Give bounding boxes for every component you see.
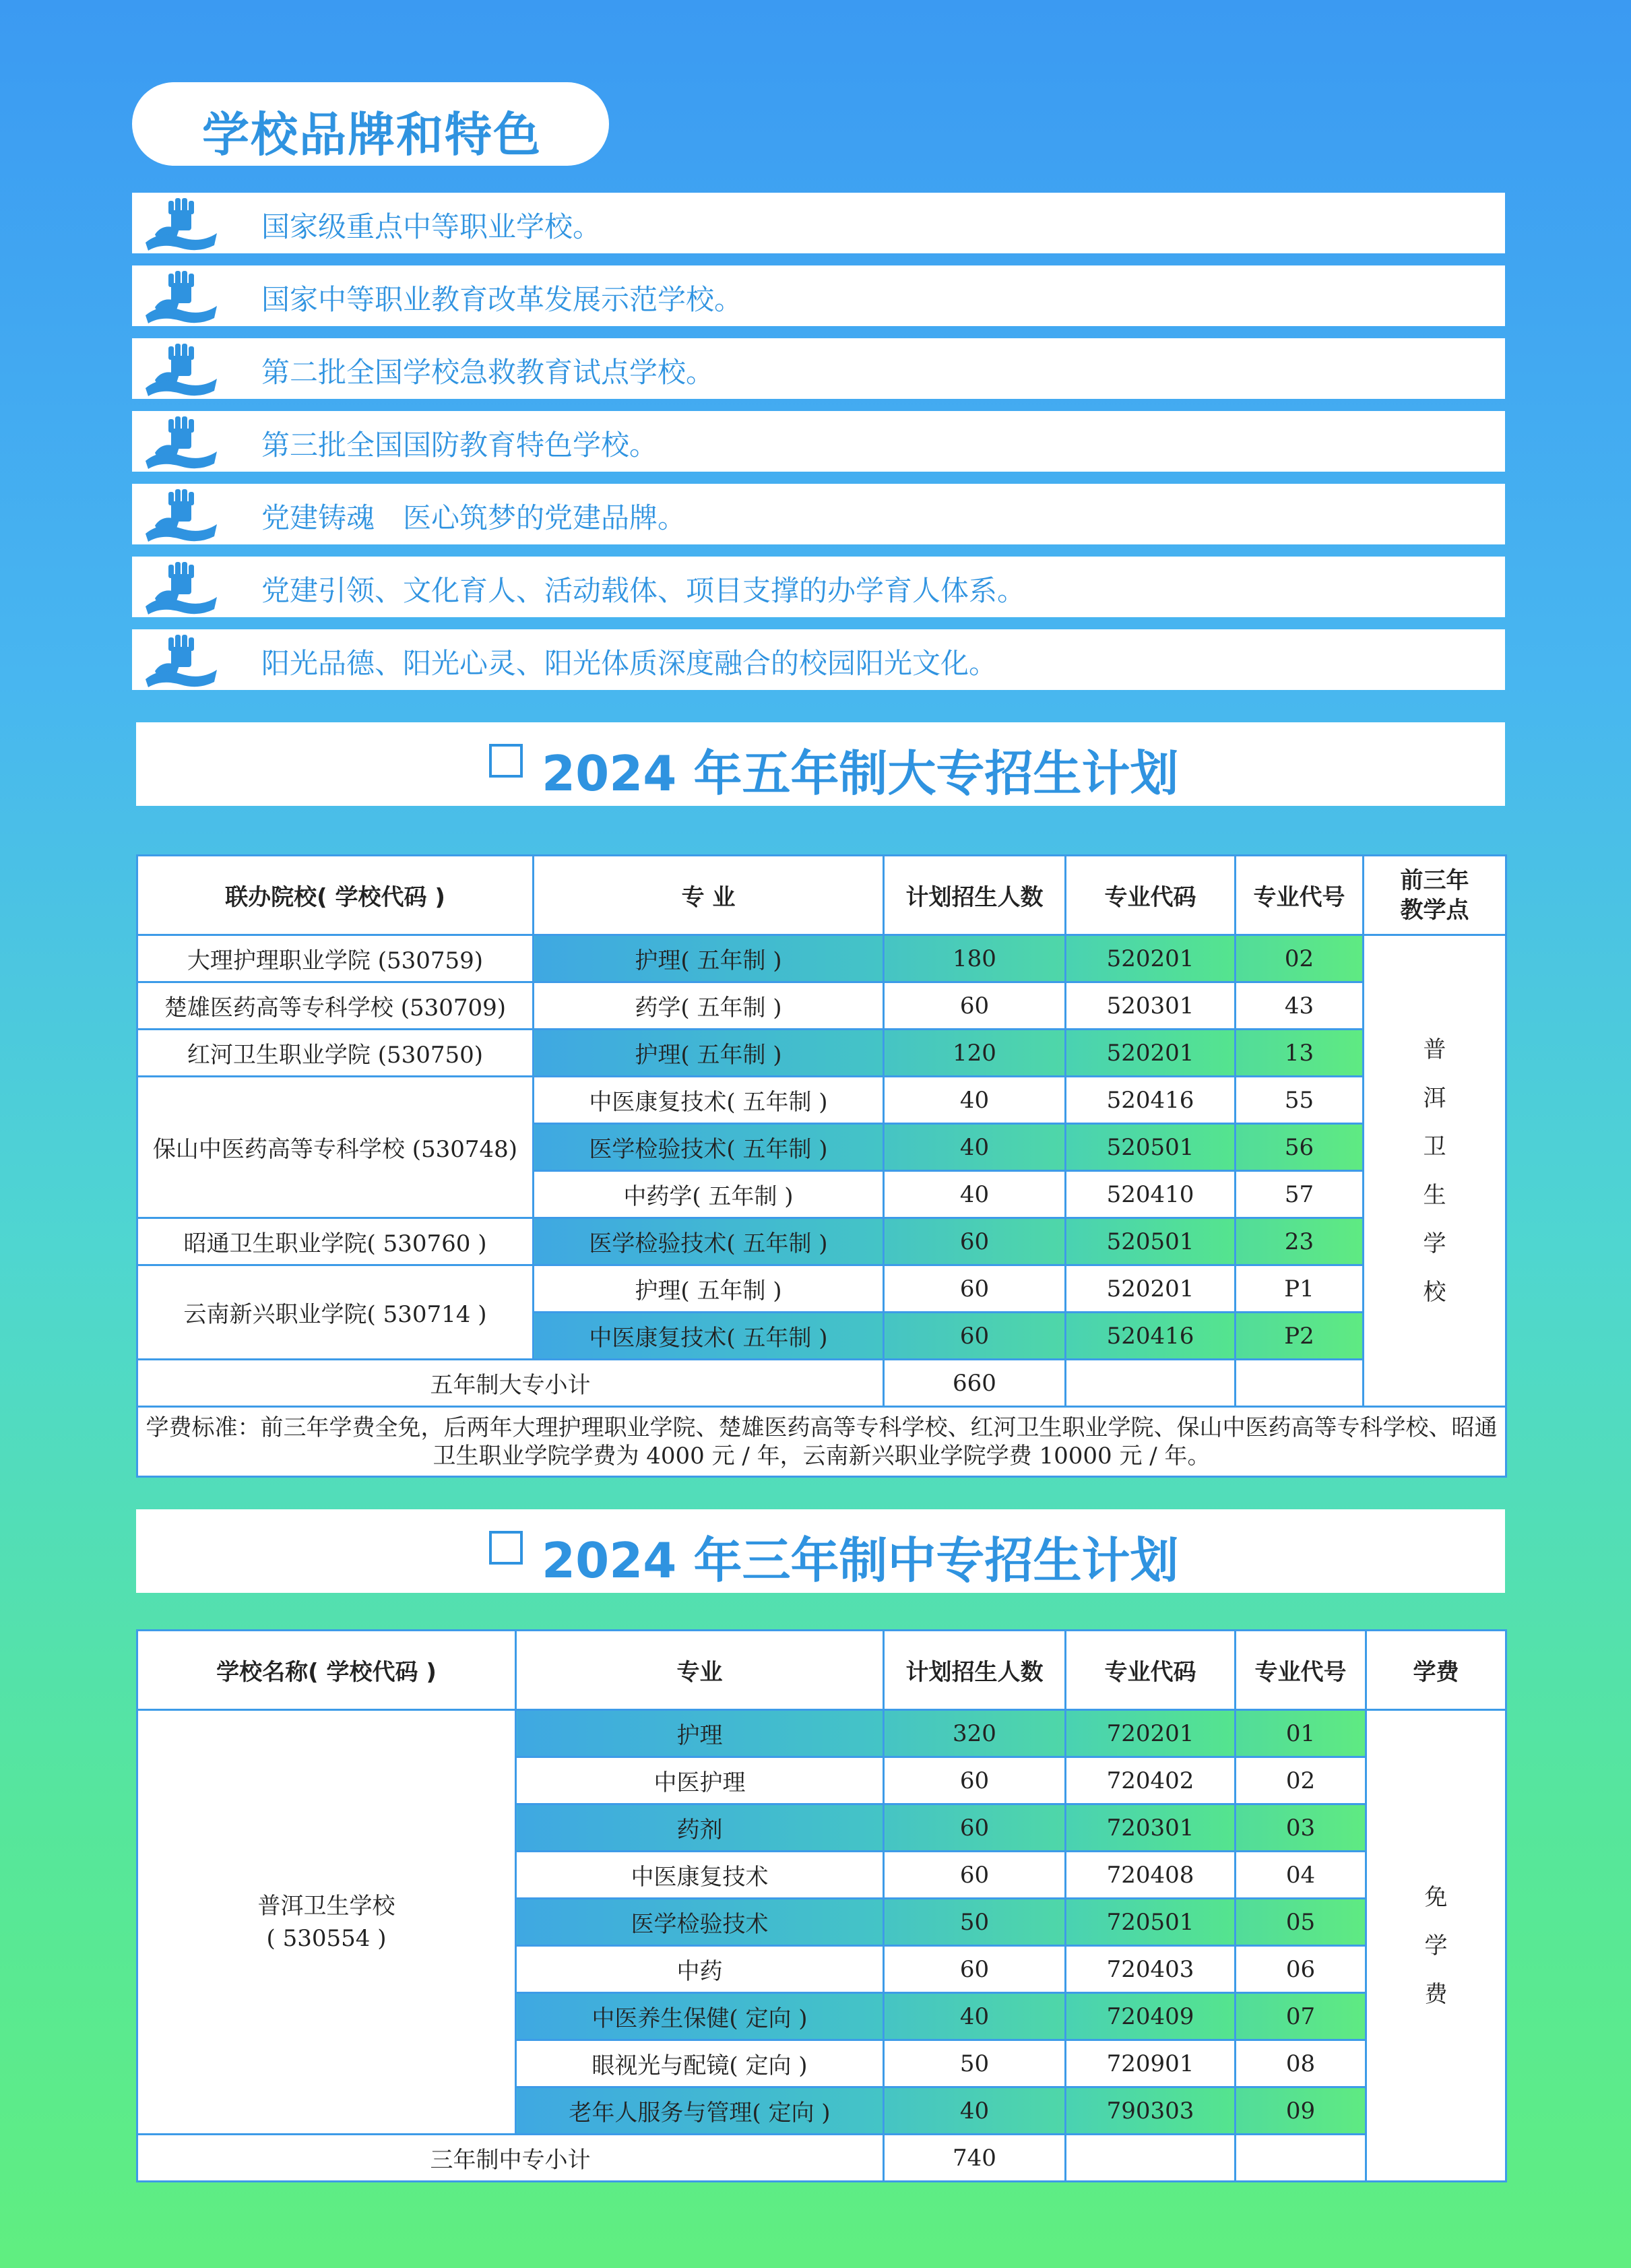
- plan-count-cell: 40: [884, 1171, 1066, 1218]
- fist-ribbon-icon: [140, 632, 221, 689]
- fee-note-row: [137, 1407, 1506, 1477]
- major-cell: 护理( 五年制 ): [534, 1265, 884, 1313]
- major-cell: 护理: [516, 1710, 884, 1757]
- header-school: 联办院校( 学校代码 ): [137, 856, 534, 935]
- major-code-cell: 720402: [1066, 1757, 1236, 1804]
- major-id-cell: 01: [1236, 1710, 1366, 1757]
- fist-ribbon-icon: [140, 559, 221, 616]
- major-id-cell: 55: [1236, 1077, 1364, 1124]
- school-cell: 昭通卫生职业学院( 530760 ): [137, 1218, 534, 1265]
- fee-char: 费: [1424, 1980, 1448, 2008]
- plan-count-cell: 180: [884, 935, 1066, 982]
- school-cell: 大理护理职业学院 (530759): [137, 935, 534, 982]
- school-code: ( 530554 ): [266, 1924, 387, 1952]
- major-code-cell: 720408: [1066, 1852, 1236, 1899]
- school-cell: 红河卫生职业学院 (530750): [137, 1030, 534, 1077]
- empty-cell: [1236, 1360, 1364, 1407]
- table-row: [137, 1265, 1506, 1313]
- subtotal-label: 五年制大专小计: [137, 1360, 884, 1407]
- plan-count-cell: 60: [884, 1946, 1066, 1993]
- header-major: 专业: [516, 1631, 884, 1710]
- fist-ribbon-icon: [140, 486, 221, 543]
- plan-count-cell: 40: [884, 2087, 1066, 2135]
- feature-item: [132, 265, 1505, 326]
- fee-cell: [1366, 1710, 1506, 2182]
- empty-cell: [1236, 2135, 1366, 2182]
- brand-heading: 学校品牌和特色: [202, 107, 542, 162]
- plan-count-cell: 320: [884, 1710, 1066, 1757]
- major-cell: 中医康复技术( 五年制 ): [534, 1313, 884, 1360]
- plan-count-cell: 60: [884, 1757, 1066, 1804]
- major-cell: 中医养生保健( 定向 ): [516, 1993, 884, 2040]
- major-code-cell: 520201: [1066, 1265, 1236, 1313]
- header-fee: 学费: [1366, 1631, 1506, 1710]
- major-id-cell: 07: [1236, 1993, 1366, 2040]
- major-code-cell: 720301: [1066, 1804, 1236, 1852]
- feature-text: 党建引领、文化育人、活动载体、项目支撑的办学育人体系。: [261, 574, 1026, 607]
- major-id-cell: P2: [1236, 1313, 1364, 1360]
- major-code-cell: 720403: [1066, 1946, 1236, 1993]
- feature-item: [132, 484, 1505, 544]
- five-year-plan-table: [136, 854, 1507, 1478]
- major-cell: 中医康复技术( 五年制 ): [534, 1077, 884, 1124]
- major-id-cell: 02: [1236, 1757, 1366, 1804]
- major-cell: 药剂: [516, 1804, 884, 1852]
- major-code-cell: 520501: [1066, 1218, 1236, 1265]
- header-location: 前三年 教学点: [1364, 856, 1506, 935]
- major-code-cell: 520416: [1066, 1077, 1236, 1124]
- table-row: [137, 1218, 1506, 1265]
- major-cell: 护理( 五年制 ): [534, 1030, 884, 1077]
- major-id-cell: 03: [1236, 1804, 1366, 1852]
- header-major: 专 业: [534, 856, 884, 935]
- major-code-cell: 720901: [1066, 2040, 1236, 2087]
- plan-count-cell: 60: [884, 1265, 1066, 1313]
- three-year-title-banner: [136, 1509, 1505, 1593]
- subtotal-row: [137, 1360, 1506, 1407]
- header-plan-count: 计划招生人数: [884, 856, 1066, 935]
- major-cell: 医学检验技术( 五年制 ): [534, 1124, 884, 1171]
- plan-count-cell: 120: [884, 1030, 1066, 1077]
- checkbox-square-icon: [489, 1531, 523, 1565]
- checkbox-square-icon: [489, 744, 523, 778]
- subtotal-value: 740: [884, 2135, 1066, 2182]
- plan-count-cell: 60: [884, 1218, 1066, 1265]
- fee-note: 学费标准：前三年学费全免，后两年大理护理职业学院、楚雄医药高等专科学校、红河卫生职业学院、保山中医药高等专科学校、昭通卫生职业学院学费为 4000 元 / 年，云南新兴职业学院学费 10000 元 / 年。: [137, 1407, 1506, 1477]
- table-header-row: [137, 1631, 1506, 1710]
- plan-count-cell: 40: [884, 1077, 1066, 1124]
- major-id-cell: 57: [1236, 1171, 1364, 1218]
- major-id-cell: 43: [1236, 982, 1364, 1030]
- three-year-plan-table: [136, 1629, 1507, 2182]
- subtotal-row: [137, 2135, 1506, 2182]
- plan-count-cell: 60: [884, 982, 1066, 1030]
- major-code-cell: 790303: [1066, 2087, 1236, 2135]
- major-cell: 老年人服务与管理( 定向 ): [516, 2087, 884, 2135]
- plan-count-cell: 50: [884, 1899, 1066, 1946]
- school-cell: 保山中医药高等专科学校 (530748): [137, 1077, 534, 1218]
- five-year-title-banner: [136, 722, 1505, 806]
- feature-text: 国家中等职业教育改革发展示范学校。: [261, 283, 743, 316]
- feature-item: [132, 557, 1505, 617]
- empty-cell: [1066, 2135, 1236, 2182]
- feature-item: [132, 629, 1505, 690]
- table-row: [137, 1030, 1506, 1077]
- major-cell: 医学检验技术: [516, 1899, 884, 1946]
- table-header-row: [137, 856, 1506, 935]
- school-name: 普洱卫生学校: [257, 1892, 395, 1920]
- three-year-title: 2024 年三年制中专招生计划: [542, 1532, 1179, 1589]
- subtotal-label: 三年制中专小计: [137, 2135, 884, 2182]
- major-cell: 中医康复技术: [516, 1852, 884, 1899]
- major-code-cell: 520201: [1066, 1030, 1236, 1077]
- header-school: 学校名称( 学校代码 ): [137, 1631, 516, 1710]
- location-char: 普: [1423, 1036, 1446, 1063]
- table-row: [137, 1710, 1506, 1757]
- header-plan-count: 计划招生人数: [884, 1631, 1066, 1710]
- plan-count-cell: 50: [884, 2040, 1066, 2087]
- header-major-code: 专业代码: [1066, 856, 1236, 935]
- major-code-cell: 720201: [1066, 1710, 1236, 1757]
- major-code-cell: 520416: [1066, 1313, 1236, 1360]
- plan-count-cell: 60: [884, 1313, 1066, 1360]
- table-row: [137, 935, 1506, 982]
- header-major-id: 专业代号: [1236, 1631, 1366, 1710]
- location-char: 学: [1423, 1230, 1446, 1257]
- feature-item: [132, 193, 1505, 253]
- major-id-cell: 02: [1236, 935, 1364, 982]
- school-cell: 楚雄医药高等专科学校 (530709): [137, 982, 534, 1030]
- major-id-cell: 04: [1236, 1852, 1366, 1899]
- plan-count-cell: 40: [884, 1993, 1066, 2040]
- feature-item: [132, 411, 1505, 472]
- major-code-cell: 520201: [1066, 935, 1236, 982]
- major-id-cell: 23: [1236, 1218, 1364, 1265]
- fist-ribbon-icon: [140, 268, 221, 325]
- table-row: [137, 1077, 1506, 1124]
- major-cell: 医学检验技术( 五年制 ): [534, 1218, 884, 1265]
- plan-count-cell: 60: [884, 1852, 1066, 1899]
- major-cell: 眼视光与配镜( 定向 ): [516, 2040, 884, 2087]
- major-cell: 中医护理: [516, 1757, 884, 1804]
- school-cell: [137, 1710, 516, 2135]
- major-code-cell: 520301: [1066, 982, 1236, 1030]
- brand-heading-pill: [132, 82, 609, 166]
- major-cell: 护理( 五年制 ): [534, 935, 884, 982]
- header-major-id: 专业代号: [1236, 856, 1364, 935]
- location-char: 生: [1423, 1181, 1446, 1209]
- location-char: 卫: [1423, 1133, 1446, 1160]
- major-cell: 中药: [516, 1946, 884, 1993]
- plan-count-cell: 40: [884, 1124, 1066, 1171]
- school-cell: 云南新兴职业学院( 530714 ): [137, 1265, 534, 1360]
- plan-count-cell: 60: [884, 1804, 1066, 1852]
- feature-text: 阳光品德、阳光心灵、阳光体质深度融合的校园阳光文化。: [261, 647, 998, 680]
- subtotal-value: 660: [884, 1360, 1066, 1407]
- fee-char: 免: [1424, 1883, 1448, 1911]
- header-major-code: 专业代码: [1066, 1631, 1236, 1710]
- feature-text: 第二批全国学校急救教育试点学校。: [261, 356, 715, 389]
- major-code-cell: 720409: [1066, 1993, 1236, 2040]
- feature-text: 国家级重点中等职业学校。: [261, 210, 602, 243]
- major-id-cell: 08: [1236, 2040, 1366, 2087]
- major-id-cell: 09: [1236, 2087, 1366, 2135]
- location-char: 校: [1423, 1278, 1446, 1306]
- major-code-cell: 520501: [1066, 1124, 1236, 1171]
- feature-text: 党建铸魂 医心筑梦的党建品牌。: [261, 501, 686, 534]
- major-cell: 药学( 五年制 ): [534, 982, 884, 1030]
- major-id-cell: 56: [1236, 1124, 1364, 1171]
- location-char: 洱: [1423, 1084, 1446, 1112]
- table-row: [137, 982, 1506, 1030]
- teaching-location-cell: [1364, 935, 1506, 1407]
- fist-ribbon-icon: [140, 195, 221, 252]
- major-id-cell: 05: [1236, 1899, 1366, 1946]
- five-year-title: 2024 年五年制大专招生计划: [542, 745, 1179, 802]
- major-cell: 中药学( 五年制 ): [534, 1171, 884, 1218]
- feature-text: 第三批全国国防教育特色学校。: [261, 429, 658, 462]
- major-id-cell: P1: [1236, 1265, 1364, 1313]
- major-code-cell: 520410: [1066, 1171, 1236, 1218]
- feature-item: [132, 338, 1505, 399]
- major-code-cell: 720501: [1066, 1899, 1236, 1946]
- major-id-cell: 13: [1236, 1030, 1364, 1077]
- fee-char: 学: [1424, 1932, 1448, 1959]
- fist-ribbon-icon: [140, 414, 221, 470]
- empty-cell: [1066, 1360, 1236, 1407]
- major-id-cell: 06: [1236, 1946, 1366, 1993]
- feature-list: [132, 193, 1505, 702]
- fist-ribbon-icon: [140, 341, 221, 398]
